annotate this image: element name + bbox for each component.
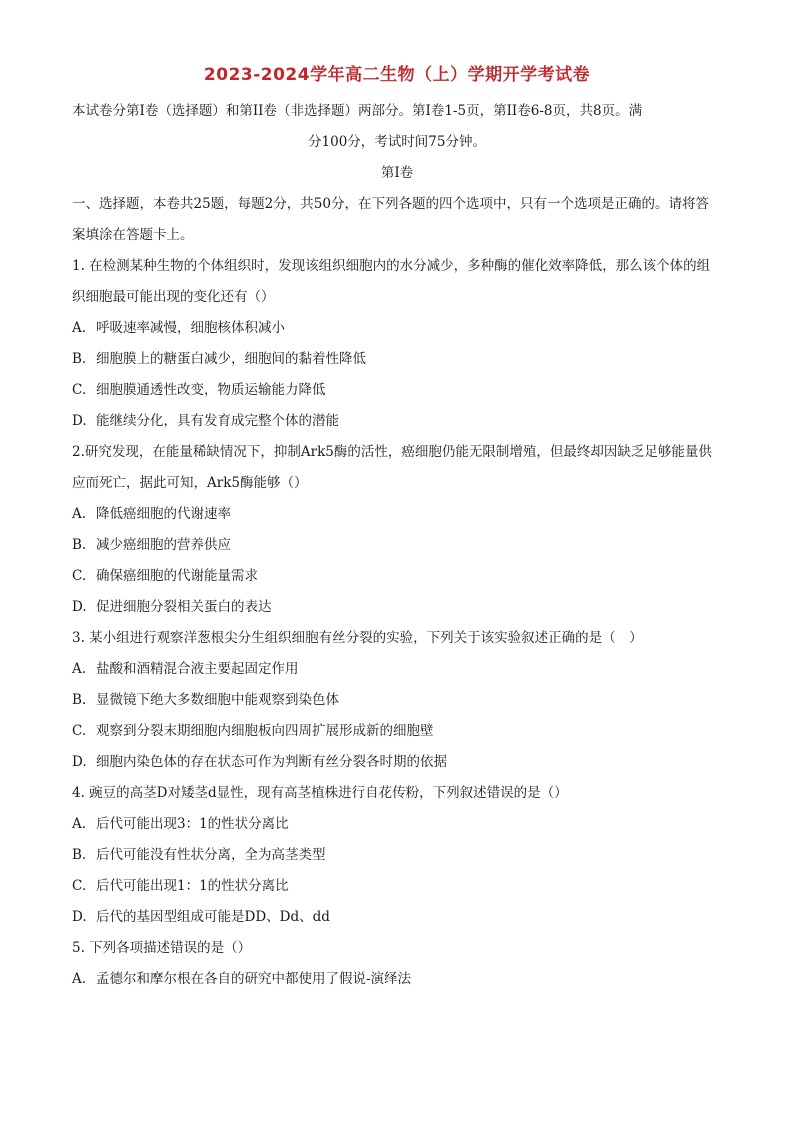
option-c: C. 后代可能出现1：1的性状分离比 <box>72 878 289 894</box>
question-1 <box>72 251 722 437</box>
question-stem: 2.研究发现，在能量稀缺情况下，抑制Ark5酶的活性，癌细胞仍能无限制增殖，但最终却因缺乏足够能量供应而死亡，据此可知，Ark5酶能够（） <box>72 444 712 491</box>
question-3 <box>72 623 722 778</box>
question-stem: 4. 豌豆的高茎D对矮茎d显性，现有高茎植株进行自花传粉，下列叙述错误的是（） <box>72 785 568 801</box>
exam-page <box>72 62 722 995</box>
exam-title: 2023-2024学年高二生物（上）学期开学考试卷 <box>203 65 591 85</box>
option-a: A. 盐酸和酒精混合液主要起固定作用 <box>72 661 299 677</box>
option-a: A. 降低癌细胞的代谢速率 <box>72 506 231 522</box>
intro-line-2: 分100分，考试时间75分钟。 <box>308 134 486 150</box>
question-stem: 1. 在检测某种生物的个体组织时，发现该组织细胞内的水分减少，多种酶的催化效率降低，那么该个体的组织细胞最可能出现的变化还有（） <box>72 258 711 305</box>
option-a: A. 呼吸速率减慢，细胞核体积减小 <box>72 320 285 336</box>
option-b: B. 后代可能没有性状分离，全为高茎类型 <box>72 847 326 863</box>
exam-intro <box>72 96 722 158</box>
option-d: D. 能继续分化，具有发育成完整个体的潜能 <box>72 413 339 429</box>
option-c: C. 观察到分裂末期细胞内细胞板向四周扩展形成新的细胞壁 <box>72 723 434 739</box>
option-d: D. 促进细胞分裂相关蛋白的表达 <box>72 599 272 615</box>
option-b: B. 减少癌细胞的营养供应 <box>72 537 231 553</box>
question-stem: 5. 下列各项描述错误的是（） <box>72 940 252 956</box>
option-b: B. 细胞膜上的糖蛋白减少，细胞间的黏着性降低 <box>72 351 366 367</box>
option-c: C. 细胞膜通透性改变，物质运输能力降低 <box>72 382 326 398</box>
question-4 <box>72 778 722 933</box>
volume-label: 第I卷 <box>380 165 414 181</box>
question-5 <box>72 933 722 995</box>
option-b: B. 显微镜下绝大多数细胞中能观察到染色体 <box>72 692 339 708</box>
section-heading: 一、选择题，本卷共25题，每题2分，共50分，在下列各题的四个选项中，只有一个选项是正确的。请将答案填涂在答题卡上。 <box>72 196 709 243</box>
option-a: A. 孟德尔和摩尔根在各自的研究中都使用了假说-演绎法 <box>72 971 412 987</box>
question-list <box>72 251 722 995</box>
option-a: A. 后代可能出现3：1的性状分离比 <box>72 816 289 832</box>
question-stem: 3. 某小组进行观察洋葱根尖分生组织细胞有丝分裂的实验，下列关于该实验叙述正确的是（ ） <box>72 630 643 646</box>
option-d: D. 后代的基因型组成可能是DD、Dd、dd <box>72 909 330 925</box>
question-2 <box>72 437 722 623</box>
option-c: C. 确保癌细胞的代谢能量需求 <box>72 568 258 584</box>
option-d: D. 细胞内染色体的存在状态可作为判断有丝分裂各时期的依据 <box>72 754 447 770</box>
intro-line-1: 本试卷分第I卷（选择题）和第II卷（非选择题）两部分。第I卷1-5页，第II卷6-8页，共8页。满 <box>72 103 643 119</box>
